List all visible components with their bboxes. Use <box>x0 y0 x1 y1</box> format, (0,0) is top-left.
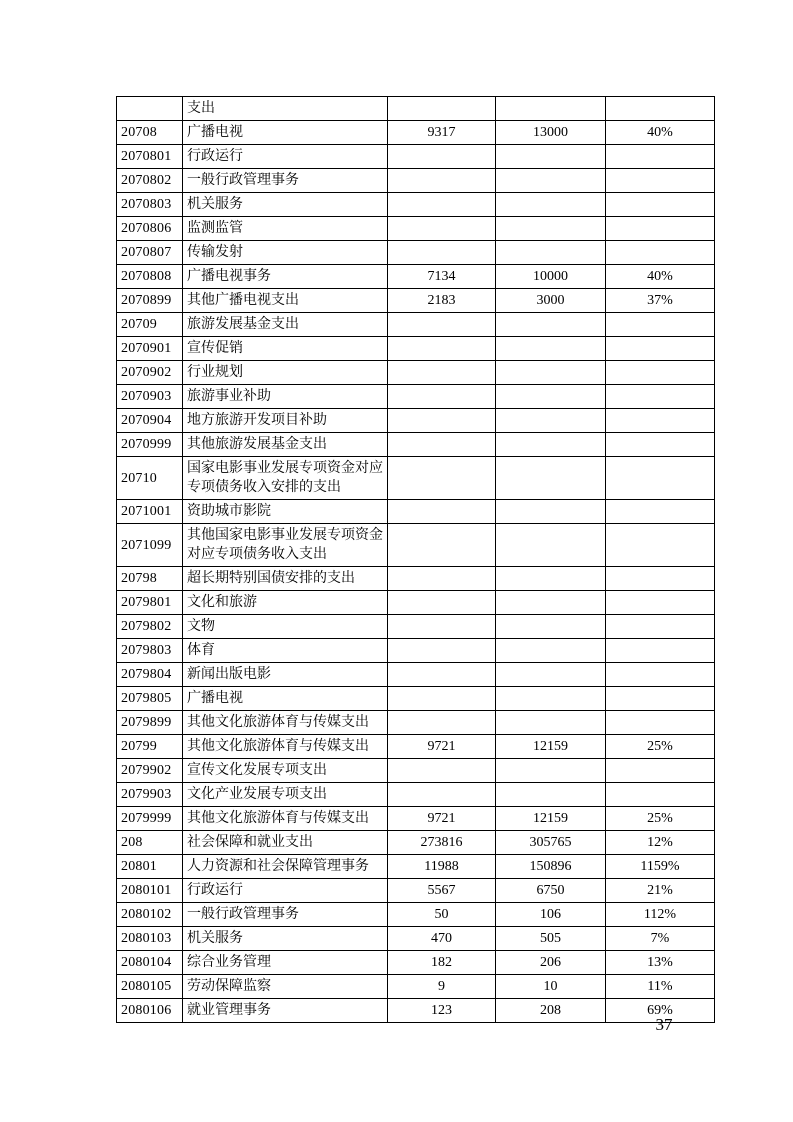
table-row <box>117 903 715 927</box>
cell-value-a <box>388 639 496 663</box>
cell-value-b <box>496 217 606 241</box>
cell-growth <box>606 385 715 409</box>
cell-code: 2070899 <box>117 289 183 313</box>
cell-value-b: 150896 <box>496 855 606 879</box>
cell-item: 其他文化旅游体育与传媒支出 <box>183 807 388 831</box>
cell-value-a <box>388 385 496 409</box>
cell-item: 行业规划 <box>183 361 388 385</box>
cell-item: 资助城市影院 <box>183 500 388 524</box>
cell-value-a: 50 <box>388 903 496 927</box>
cell-code: 20709 <box>117 313 183 337</box>
table-row <box>117 663 715 687</box>
cell-code: 2071099 <box>117 524 183 567</box>
cell-growth <box>606 591 715 615</box>
cell-growth: 25% <box>606 735 715 759</box>
cell-code: 2070806 <box>117 217 183 241</box>
cell-item: 广播电视 <box>183 121 388 145</box>
cell-value-a <box>388 711 496 735</box>
cell-growth <box>606 639 715 663</box>
table-row <box>117 217 715 241</box>
cell-value-a <box>388 145 496 169</box>
cell-value-b <box>496 97 606 121</box>
cell-code: 2080104 <box>117 951 183 975</box>
cell-item: 其他旅游发展基金支出 <box>183 433 388 457</box>
cell-item: 旅游发展基金支出 <box>183 313 388 337</box>
cell-value-b <box>496 663 606 687</box>
cell-code: 2079802 <box>117 615 183 639</box>
table-row <box>117 265 715 289</box>
cell-item: 宣传文化发展专项支出 <box>183 759 388 783</box>
cell-growth: 7% <box>606 927 715 951</box>
cell-item: 广播电视 <box>183 687 388 711</box>
cell-value-b <box>496 337 606 361</box>
cell-code: 2070807 <box>117 241 183 265</box>
cell-growth: 25% <box>606 807 715 831</box>
table-row <box>117 121 715 145</box>
cell-code: 2070904 <box>117 409 183 433</box>
cell-item: 地方旅游开发项目补助 <box>183 409 388 433</box>
cell-value-b: 13000 <box>496 121 606 145</box>
cell-code: 2080103 <box>117 927 183 951</box>
table-row <box>117 783 715 807</box>
cell-code: 2079999 <box>117 807 183 831</box>
cell-growth <box>606 663 715 687</box>
cell-value-a <box>388 457 496 500</box>
cell-item: 人力资源和社会保障管理事务 <box>183 855 388 879</box>
cell-item: 一般行政管理事务 <box>183 169 388 193</box>
cell-growth: 1159% <box>606 855 715 879</box>
cell-growth <box>606 433 715 457</box>
table-row <box>117 639 715 663</box>
cell-code: 2079902 <box>117 759 183 783</box>
table-row <box>117 313 715 337</box>
cell-item: 一般行政管理事务 <box>183 903 388 927</box>
cell-value-b <box>496 639 606 663</box>
cell-code: 2079803 <box>117 639 183 663</box>
cell-code: 2079801 <box>117 591 183 615</box>
cell-value-a <box>388 500 496 524</box>
cell-item: 文化和旅游 <box>183 591 388 615</box>
cell-growth <box>606 687 715 711</box>
cell-item: 综合业务管理 <box>183 951 388 975</box>
table-row <box>117 193 715 217</box>
cell-value-b <box>496 457 606 500</box>
table-row <box>117 241 715 265</box>
cell-value-b: 208 <box>496 999 606 1023</box>
cell-item: 其他文化旅游体育与传媒支出 <box>183 711 388 735</box>
cell-value-a <box>388 193 496 217</box>
cell-growth: 11% <box>606 975 715 999</box>
cell-value-a: 273816 <box>388 831 496 855</box>
cell-item: 其他国家电影事业发展专项资金对应专项债务收入支出 <box>183 524 388 567</box>
cell-value-a <box>388 217 496 241</box>
cell-value-a <box>388 409 496 433</box>
cell-code: 208 <box>117 831 183 855</box>
table-row <box>117 409 715 433</box>
cell-value-b: 505 <box>496 927 606 951</box>
cell-item: 文化产业发展专项支出 <box>183 783 388 807</box>
cell-value-b <box>496 591 606 615</box>
cell-code: 2070801 <box>117 145 183 169</box>
cell-value-b <box>496 385 606 409</box>
cell-growth <box>606 361 715 385</box>
cell-growth <box>606 783 715 807</box>
table-row <box>117 591 715 615</box>
cell-item: 支出 <box>183 97 388 121</box>
cell-value-b: 10000 <box>496 265 606 289</box>
table-row <box>117 433 715 457</box>
cell-growth <box>606 457 715 500</box>
cell-value-a <box>388 759 496 783</box>
cell-item: 超长期特别国债安排的支出 <box>183 567 388 591</box>
cell-item: 机关服务 <box>183 927 388 951</box>
cell-value-b <box>496 193 606 217</box>
cell-growth <box>606 711 715 735</box>
table-row <box>117 457 715 500</box>
table-row <box>117 524 715 567</box>
cell-value-b <box>496 783 606 807</box>
cell-value-b <box>496 313 606 337</box>
table-row <box>117 807 715 831</box>
cell-value-b <box>496 145 606 169</box>
table-row <box>117 500 715 524</box>
cell-value-a <box>388 591 496 615</box>
cell-code: 2079899 <box>117 711 183 735</box>
table-row <box>117 735 715 759</box>
table-row <box>117 289 715 313</box>
table-row <box>117 361 715 385</box>
cell-growth: 112% <box>606 903 715 927</box>
cell-item: 国家电影事业发展专项资金对应专项债务收入安排的支出 <box>183 457 388 500</box>
cell-code: 2070901 <box>117 337 183 361</box>
cell-value-a <box>388 783 496 807</box>
cell-code: 2070902 <box>117 361 183 385</box>
table-row <box>117 145 715 169</box>
cell-growth <box>606 145 715 169</box>
cell-value-a <box>388 241 496 265</box>
table-row <box>117 999 715 1023</box>
table-row <box>117 855 715 879</box>
table-row <box>117 831 715 855</box>
page-number: 37 <box>655 1015 673 1034</box>
budget-table-body <box>117 97 715 1023</box>
cell-growth <box>606 615 715 639</box>
cell-item: 其他文化旅游体育与传媒支出 <box>183 735 388 759</box>
table-row <box>117 879 715 903</box>
cell-value-a: 2183 <box>388 289 496 313</box>
cell-value-a: 123 <box>388 999 496 1023</box>
cell-value-b: 305765 <box>496 831 606 855</box>
table-row <box>117 97 715 121</box>
table-row <box>117 927 715 951</box>
cell-growth <box>606 241 715 265</box>
cell-value-a: 11988 <box>388 855 496 879</box>
cell-code: 2071001 <box>117 500 183 524</box>
cell-value-b: 3000 <box>496 289 606 313</box>
cell-value-a <box>388 524 496 567</box>
cell-value-b: 6750 <box>496 879 606 903</box>
cell-value-b: 12159 <box>496 807 606 831</box>
cell-value-b <box>496 687 606 711</box>
cell-item: 体育 <box>183 639 388 663</box>
cell-value-b <box>496 361 606 385</box>
cell-code: 20801 <box>117 855 183 879</box>
table-row <box>117 711 715 735</box>
cell-value-a: 9721 <box>388 735 496 759</box>
cell-growth <box>606 169 715 193</box>
cell-code: 2070903 <box>117 385 183 409</box>
cell-value-a: 9317 <box>388 121 496 145</box>
cell-item: 机关服务 <box>183 193 388 217</box>
table-row <box>117 759 715 783</box>
cell-value-a <box>388 337 496 361</box>
cell-value-b <box>496 500 606 524</box>
table-row <box>117 385 715 409</box>
cell-growth <box>606 337 715 361</box>
budget-table <box>116 96 715 1023</box>
cell-item: 行政运行 <box>183 879 388 903</box>
cell-value-a: 7134 <box>388 265 496 289</box>
cell-code: 2070802 <box>117 169 183 193</box>
table-row <box>117 567 715 591</box>
cell-growth <box>606 217 715 241</box>
cell-value-b <box>496 567 606 591</box>
cell-code: 2080102 <box>117 903 183 927</box>
cell-value-a <box>388 97 496 121</box>
cell-value-a: 5567 <box>388 879 496 903</box>
cell-growth <box>606 409 715 433</box>
cell-value-a <box>388 663 496 687</box>
cell-value-b: 12159 <box>496 735 606 759</box>
cell-growth: 12% <box>606 831 715 855</box>
cell-growth: 37% <box>606 289 715 313</box>
cell-value-b <box>496 433 606 457</box>
cell-code: 20710 <box>117 457 183 500</box>
cell-value-b: 206 <box>496 951 606 975</box>
cell-item: 行政运行 <box>183 145 388 169</box>
cell-item: 旅游事业补助 <box>183 385 388 409</box>
cell-code: 2080106 <box>117 999 183 1023</box>
cell-code: 2080101 <box>117 879 183 903</box>
cell-growth <box>606 500 715 524</box>
cell-item: 宣传促销 <box>183 337 388 361</box>
cell-code: 2079903 <box>117 783 183 807</box>
cell-value-b <box>496 241 606 265</box>
cell-value-a: 9721 <box>388 807 496 831</box>
cell-value-a <box>388 169 496 193</box>
cell-growth <box>606 524 715 567</box>
cell-code: 20798 <box>117 567 183 591</box>
cell-value-a <box>388 313 496 337</box>
table-row <box>117 951 715 975</box>
cell-item: 传输发射 <box>183 241 388 265</box>
cell-value-a <box>388 433 496 457</box>
cell-code: 20708 <box>117 121 183 145</box>
cell-growth: 69% <box>606 999 715 1023</box>
cell-item: 监测监管 <box>183 217 388 241</box>
cell-value-b: 10 <box>496 975 606 999</box>
cell-item: 就业管理事务 <box>183 999 388 1023</box>
cell-code <box>117 97 183 121</box>
table-row <box>117 975 715 999</box>
cell-growth: 21% <box>606 879 715 903</box>
table-row <box>117 615 715 639</box>
cell-item: 其他广播电视支出 <box>183 289 388 313</box>
cell-growth: 13% <box>606 951 715 975</box>
table-row <box>117 169 715 193</box>
cell-item: 劳动保障监察 <box>183 975 388 999</box>
cell-growth <box>606 313 715 337</box>
table-row <box>117 687 715 711</box>
cell-value-b <box>496 169 606 193</box>
cell-value-b <box>496 711 606 735</box>
cell-value-a <box>388 615 496 639</box>
cell-code: 2080105 <box>117 975 183 999</box>
cell-growth <box>606 567 715 591</box>
cell-value-a: 182 <box>388 951 496 975</box>
cell-item: 广播电视事务 <box>183 265 388 289</box>
cell-value-a: 470 <box>388 927 496 951</box>
cell-growth <box>606 97 715 121</box>
table-row <box>117 337 715 361</box>
cell-growth: 40% <box>606 121 715 145</box>
cell-value-b: 106 <box>496 903 606 927</box>
cell-code: 2079805 <box>117 687 183 711</box>
cell-value-b <box>496 759 606 783</box>
cell-code: 2079804 <box>117 663 183 687</box>
cell-item: 社会保障和就业支出 <box>183 831 388 855</box>
cell-value-b <box>496 524 606 567</box>
cell-value-a <box>388 687 496 711</box>
cell-code: 2070999 <box>117 433 183 457</box>
cell-code: 2070803 <box>117 193 183 217</box>
cell-item: 文物 <box>183 615 388 639</box>
cell-growth <box>606 759 715 783</box>
cell-value-a <box>388 361 496 385</box>
cell-value-a: 9 <box>388 975 496 999</box>
cell-value-b <box>496 409 606 433</box>
cell-value-b <box>496 615 606 639</box>
cell-growth: 40% <box>606 265 715 289</box>
cell-value-a <box>388 567 496 591</box>
cell-code: 2070808 <box>117 265 183 289</box>
cell-code: 20799 <box>117 735 183 759</box>
cell-growth <box>606 193 715 217</box>
cell-item: 新闻出版电影 <box>183 663 388 687</box>
